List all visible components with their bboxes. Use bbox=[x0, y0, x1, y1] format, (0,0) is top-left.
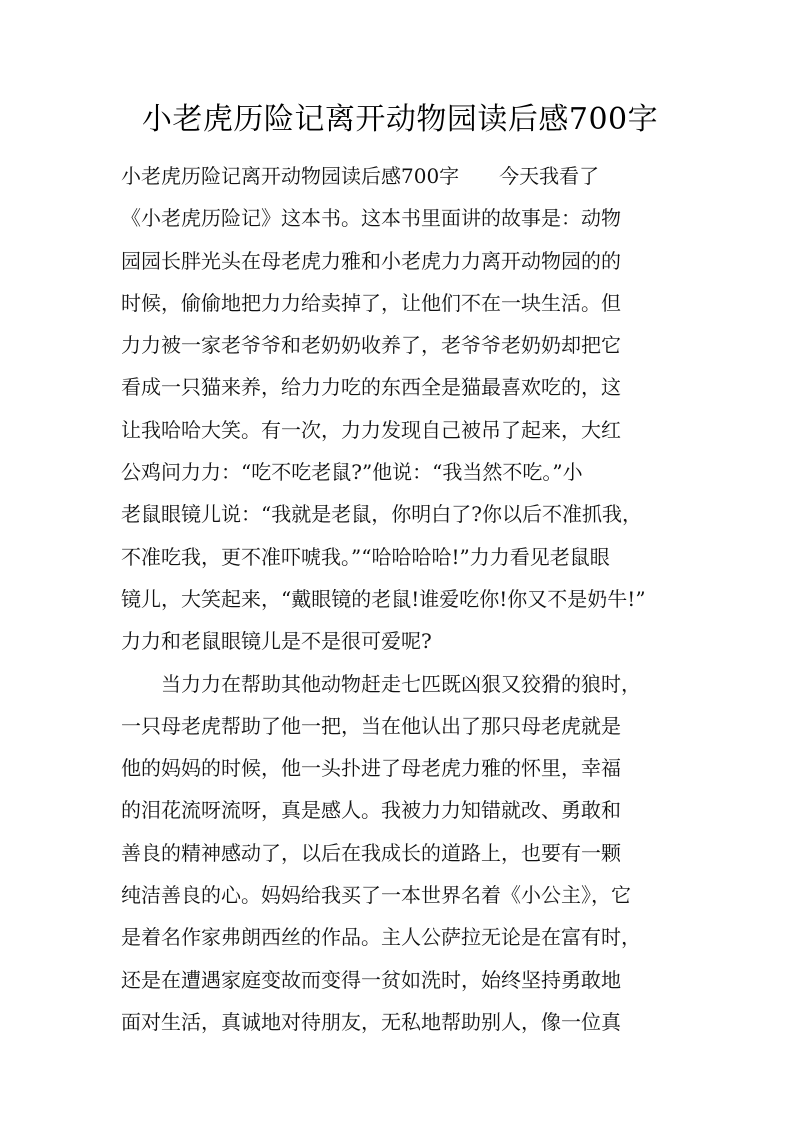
body-line: 看成一只猫来养，给力力吃的东西全是猫最喜欢吃的，这 bbox=[121, 375, 621, 400]
body-line: 的泪花流呀流呀，真是感人。我被力力知错就改、勇敢和 bbox=[121, 798, 621, 823]
body-line: 力力和老鼠眼镜儿是不是很可爱呢? bbox=[121, 629, 432, 654]
body-line: 让我哈哈大笑。有一次，力力发现自己被吊了起来，大红 bbox=[121, 417, 621, 442]
body-line: 时候，偷偷地把力力给卖掉了，让他们不在一块生活。但 bbox=[121, 290, 621, 315]
body-line: 面对生活，真诚地对待朋友，无私地帮助别人，像一位真 bbox=[121, 1009, 621, 1034]
body-line: 还是在遭遇家庭变故而变得一贫如洗时，始终坚持勇敢地 bbox=[121, 967, 621, 992]
body-line: 一只母老虎帮助了他一把，当在他认出了那只母老虎就是 bbox=[121, 713, 621, 738]
body-line: 当力力在帮助其他动物赶走七匹既凶狠又狡猾的狼时， bbox=[121, 671, 641, 696]
body-line: 镜儿，大笑起来，“戴眼镜的老鼠!谁爱吃你!你又不是奶牛!” bbox=[121, 586, 646, 611]
body-line: 他的妈妈的时候，他一头扑进了母老虎力雅的怀里，幸福 bbox=[121, 756, 621, 781]
body-line: 《小老虎历险记》这本书。这本书里面讲的故事是：动物 bbox=[121, 206, 621, 231]
document-title: 小老虎历险记离开动物园读后感700字 bbox=[141, 102, 659, 137]
body-line: 不准吃我，更不准吓唬我。”“哈哈哈哈!”力力看见老鼠眼 bbox=[121, 544, 610, 569]
document-body bbox=[121, 155, 701, 1043]
body-line: 力力被一家老爷爷和老奶奶收养了，老爷爷老奶奶却把它 bbox=[121, 333, 621, 358]
body-line: 小老虎历险记离开动物园读后感700字 今天我看了 bbox=[121, 164, 600, 188]
body-line: 善良的精神感动了，以后在我成长的道路上，也要有一颗 bbox=[121, 840, 621, 865]
body-line: 园园长胖光头在母老虎力雅和小老虎力力离开动物园的的 bbox=[121, 248, 621, 273]
body-line: 是着名作家弗朗西丝的作品。主人公萨拉无论是在富有时， bbox=[121, 925, 641, 950]
body-line: 老鼠眼镜儿说：“我就是老鼠，你明白了?你以后不准抓我， bbox=[121, 502, 642, 527]
body-line: 纯洁善良的心。妈妈给我买了一本世界名着《小公主》，它 bbox=[121, 883, 631, 908]
body-line: 公鸡问力力：“吃不吃老鼠?”他说：“我当然不吃。”小 bbox=[121, 460, 583, 485]
